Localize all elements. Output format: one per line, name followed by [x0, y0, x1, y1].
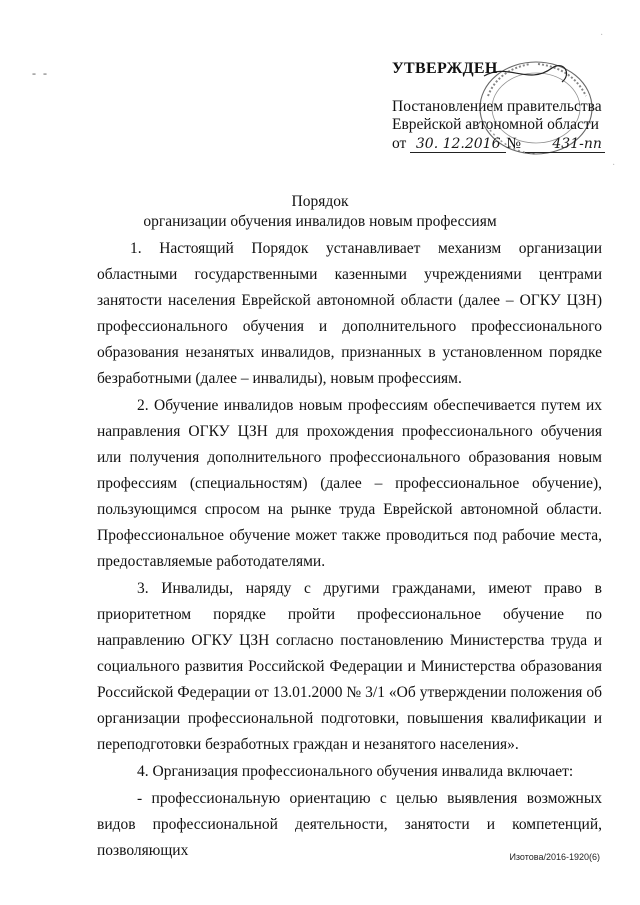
paragraph-1: 1. Настоящий Порядок устанавливает механизм организации областными государственными казенными учреждениями центрами занятости населения Еврейской автономной области (далее – ОГКУ ЦЗН) профессионального обучения и дополнительного профессионального образования незанятых инвалидов, признанных в установленном порядке безработными (далее – инвалиды), новым профессиям.	[97, 240, 602, 387]
number-prefix: №	[506, 135, 521, 152]
scan-artifact: - -	[32, 66, 49, 80]
document-body	[97, 236, 602, 865]
title-line-2: организации обучения инвалидов новым профессиям	[143, 213, 497, 230]
date-prefix: от	[392, 135, 407, 152]
approval-heading: УТВЕРЖДЕН	[392, 60, 498, 77]
approval-line-1: Постановлением правительства	[392, 98, 602, 115]
paragraph-2: 2. Обучение инвалидов новым профессиям обеспечивается путем их направления ОГКУ ЦЗН для прохождения профессионального обучения или получения дополнительного профессионального образования новым профессиям (специальностям) (далее – профессиональное обучение), пользующимся спросом на рынке труда Еврейской автономной области. Профессиональное обучение может также проводиться под рабочие места, предоставляемые работодателями.	[97, 397, 602, 570]
handwritten-date: 30. 12.2016	[410, 136, 506, 153]
approval-block	[392, 60, 627, 153]
title-line-1: Порядок	[291, 193, 349, 210]
paragraph-5: - профессиональную ориентацию с целью выявления возможных видов профессиональной деятельности, занятости и компетенций, позволяющих	[97, 790, 602, 859]
document-title	[0, 192, 640, 232]
paragraph-4: 4. Организация профессионального обучения инвалида включает:	[137, 763, 574, 780]
approval-date-line	[392, 135, 627, 153]
paragraph-3: 3. Инвалиды, наряду с другими гражданами, имеют право в приоритетном порядке пройти профессиональное обучение по направлению ОГКУ ЦЗН согласно постановлению Министерства труда и социального развития Российской Федерации и Министерства образования Российской Федерации от 13.01.2000 № 3/1 «Об утверждении положения об организации профессиональной подготовки, повышения квалификации и переподготовки безработных граждан и незанятого населения».	[97, 580, 602, 753]
approval-line-2: Еврейской автономной области	[392, 116, 599, 133]
scan-artifact: ·	[612, 160, 616, 171]
footer-code: Изотова/2016-1920(6)	[509, 852, 600, 862]
handwritten-number: 431-пп	[525, 136, 605, 153]
scan-artifact: ·	[600, 30, 604, 41]
